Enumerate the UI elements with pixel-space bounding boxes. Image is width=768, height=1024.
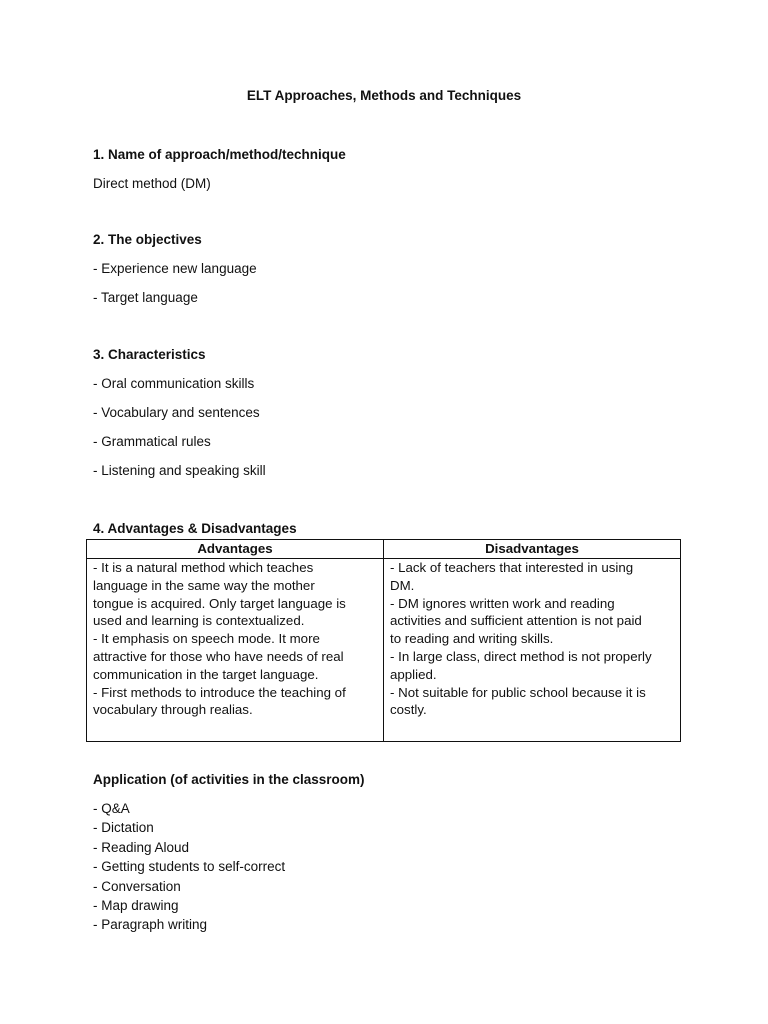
- list-item: - Target language: [93, 290, 198, 305]
- cell-line: tongue is acquired. Only target language is: [93, 595, 346, 611]
- section-objectives-heading: 2. The objectives: [93, 232, 202, 247]
- table-header-row: [87, 540, 681, 559]
- cell-line: - Not suitable for public school because it is: [390, 684, 646, 700]
- table-row: [87, 559, 681, 742]
- cell-line: to reading and writing skills.: [390, 631, 554, 647]
- list-item: - Oral communication skills: [93, 376, 255, 391]
- cell-line: communication in the target language.: [93, 666, 319, 682]
- application-list: [93, 800, 285, 936]
- list-item: - Q&A: [93, 801, 130, 816]
- list-item: - Getting students to self-correct: [93, 859, 286, 875]
- section-application-heading: Application (of activities in the classroom): [93, 772, 365, 787]
- advantages-cell: [87, 559, 384, 742]
- cell-line: - In large class, direct method is not properly: [390, 648, 652, 664]
- list-item: - Reading Aloud: [93, 839, 190, 855]
- method-name: Direct method (DM): [93, 176, 211, 191]
- cell-line: attractive for those who have needs of real: [93, 648, 344, 664]
- cell-line: applied.: [390, 666, 437, 682]
- cell-line: - DM ignores written work and reading: [390, 595, 615, 611]
- cell-line: - It is a natural method which teaches: [93, 560, 314, 575]
- cell-line: used and learning is contextualized.: [93, 613, 305, 629]
- list-item: - Grammatical rules: [93, 434, 211, 449]
- characteristics-list: [93, 375, 266, 491]
- cell-line: activities and sufficient attention is not paid: [390, 613, 642, 629]
- list-item: - Map drawing: [93, 897, 179, 913]
- list-item: - Paragraph writing: [93, 917, 208, 933]
- cell-line: DM.: [390, 577, 415, 593]
- document-title: ELT Approaches, Methods and Techniques: [246, 88, 522, 103]
- objectives-list: [93, 260, 257, 318]
- cell-line: - Lack of teachers that interested in using: [390, 560, 634, 575]
- cell-line: - First methods to introduce the teaching of: [93, 684, 346, 700]
- list-item: - Conversation: [93, 878, 181, 894]
- list-item: - Listening and speaking skill: [93, 463, 266, 478]
- disadvantages-column-header: Disadvantages: [384, 540, 681, 559]
- section-characteristics-heading: 3. Characteristics: [93, 347, 206, 362]
- cell-line: vocabulary through realias.: [93, 702, 253, 718]
- list-item: - Vocabulary and sentences: [93, 405, 260, 420]
- cell-line: costly.: [390, 702, 427, 718]
- list-item: - Dictation: [93, 820, 154, 836]
- advantages-column-header: Advantages: [87, 540, 384, 559]
- disadvantages-cell: [384, 559, 681, 742]
- section-advantages-heading: 4. Advantages & Disadvantages: [93, 521, 297, 536]
- cell-line: language in the same way the mother: [93, 577, 315, 593]
- advantages-table: [86, 539, 681, 742]
- section-name-heading: 1. Name of approach/method/technique: [93, 147, 346, 162]
- cell-line: - It emphasis on speech mode. It more: [93, 631, 320, 647]
- list-item: - Experience new language: [93, 261, 257, 276]
